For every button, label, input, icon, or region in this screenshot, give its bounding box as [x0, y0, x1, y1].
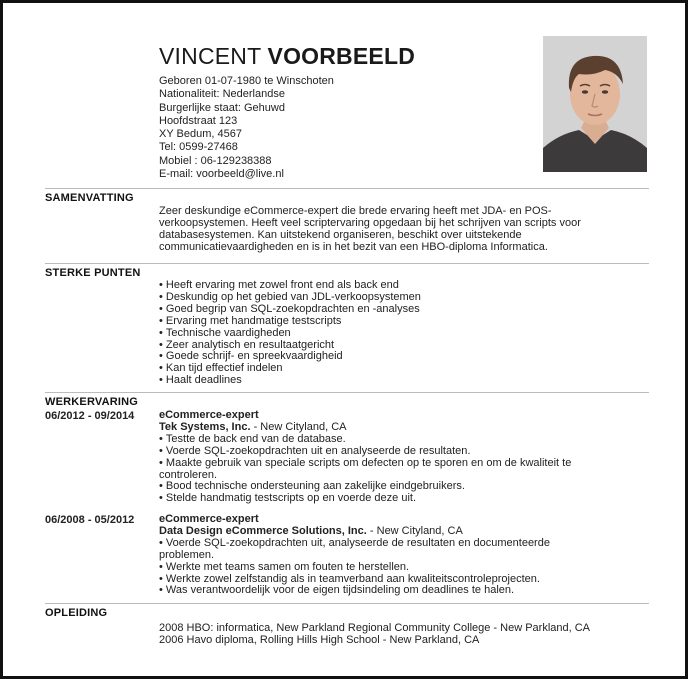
summary-line: Zeer deskundige eCommerce-expert die brede ervaring heeft met JDA- en POS- [159, 205, 552, 217]
last-name: VOORBEELD [267, 43, 416, 69]
job-entry [159, 514, 550, 597]
birth-info: Geboren 01-07-1980 te Winschoten [159, 75, 334, 87]
education-list [159, 623, 590, 647]
strengths-list [159, 280, 421, 387]
strength-item: • Zeer analytisch en resultaatgericht [159, 340, 421, 352]
job-entry [159, 410, 571, 505]
job-dates: 06/2012 - 09/2014 [45, 410, 135, 422]
portrait-image [543, 36, 647, 172]
job-bullet: • Werkte zowel zelfstandig als in teamverband aan kwaliteitscontroleprojecten. [159, 574, 550, 586]
job-bullet: • Voerde SQL-zoekopdrachten uit, analyseerde de resultaten en documenteerde [159, 538, 550, 550]
divider-education [45, 603, 649, 604]
company-name: Data Design eCommerce Solutions, Inc. [159, 524, 367, 537]
profile-photo [543, 36, 647, 172]
strength-item: • Goede schrijf- en spreekvaardigheid [159, 351, 421, 363]
strength-item: • Heeft ervaring met zowel front end als back end [159, 280, 421, 292]
job-bullet-continuation: problemen. [159, 548, 215, 561]
city-postcode: XY Bedum, 4567 [159, 128, 242, 141]
email: E-mail: voorbeeld@live.nl [159, 168, 284, 181]
job-title: eCommerce-expert [159, 409, 259, 421]
job-bullet: • Testte de back end van de database. [159, 434, 571, 446]
mobile: Mobiel : 06-129238388 [159, 154, 272, 167]
marital-status: Burgerlijke staat: Gehuwd [159, 101, 285, 114]
job-bullet: • Stelde handmatig testscripts op en voerde deze uit. [159, 493, 571, 505]
job-bullet: • Was verantwoordelijk voor de eigen tijdsindeling om deadlines te halen. [159, 585, 550, 597]
divider-strengths [45, 263, 649, 264]
summary-line: verkoopsystemen. Heeft veel scriptervaring opgedaan bij het schrijven van scripts voor [159, 216, 581, 229]
job-bullet: • Bood technische ondersteuning aan zakelijke eindgebruikers. [159, 481, 571, 493]
job-bullet: • Voerde SQL-zoekopdrachten uit en analyseerde de resultaten. [159, 446, 571, 458]
divider-experience [45, 392, 649, 393]
summary-text [159, 206, 581, 254]
summary-line: databasesystemen. Kan uitstekend organiseren, beschikt over uitstekende [159, 228, 522, 241]
education-item: 2006 Havo diploma, Rolling Hills High School - New Parkland, CA [159, 633, 480, 646]
strength-item: • Kan tijd effectief indelen [159, 363, 421, 375]
strength-item: • Deskundig op het gebied van JDL-verkoopsystemen [159, 292, 421, 304]
street-address: Hoofdstraat 123 [159, 114, 238, 127]
strength-item: • Ervaring met handmatige testscripts [159, 316, 421, 328]
job-bullet: • Maakte gebruik van speciale scripts om defecten op te sporen en om de kwaliteit te [159, 458, 571, 470]
candidate-name [159, 43, 415, 70]
strength-item: • Goed begrip van SQL-zoekopdrachten en -analyses [159, 304, 421, 316]
job-dates: 06/2008 - 05/2012 [45, 514, 135, 526]
section-title-summary: SAMENVATTING [45, 192, 134, 204]
section-title-strengths: STERKE PUNTEN [45, 267, 141, 279]
first-name: VINCENT [159, 43, 261, 69]
job-bullet: • Werkte met teams samen om fouten te herstellen. [159, 562, 550, 574]
job-bullet-continuation: controleren. [159, 468, 218, 481]
phone: Tel: 0599-27468 [159, 141, 238, 154]
section-title-experience: WERKERVARING [45, 396, 139, 408]
job-title: eCommerce-expert [159, 513, 259, 525]
strength-item: • Technische vaardigheden [159, 328, 421, 340]
divider-summary [45, 188, 649, 189]
company-name: Tek Systems, Inc. [159, 420, 251, 433]
strength-item: • Haalt deadlines [159, 375, 421, 387]
contact-info [159, 75, 334, 181]
section-title-education: OPLEIDING [45, 607, 108, 619]
company-location: - New Cityland, CA [366, 524, 463, 537]
nationality: Nationaliteit: Nederlandse [159, 88, 285, 101]
education-item: 2008 HBO: informatica, New Parkland Regional Community College - New Parkland, CA [159, 622, 591, 634]
summary-line: communicatievaardigheden en is in het bezit van een HBO-diploma Informatica. [159, 240, 548, 253]
company-location: - New Cityland, CA [250, 420, 347, 433]
